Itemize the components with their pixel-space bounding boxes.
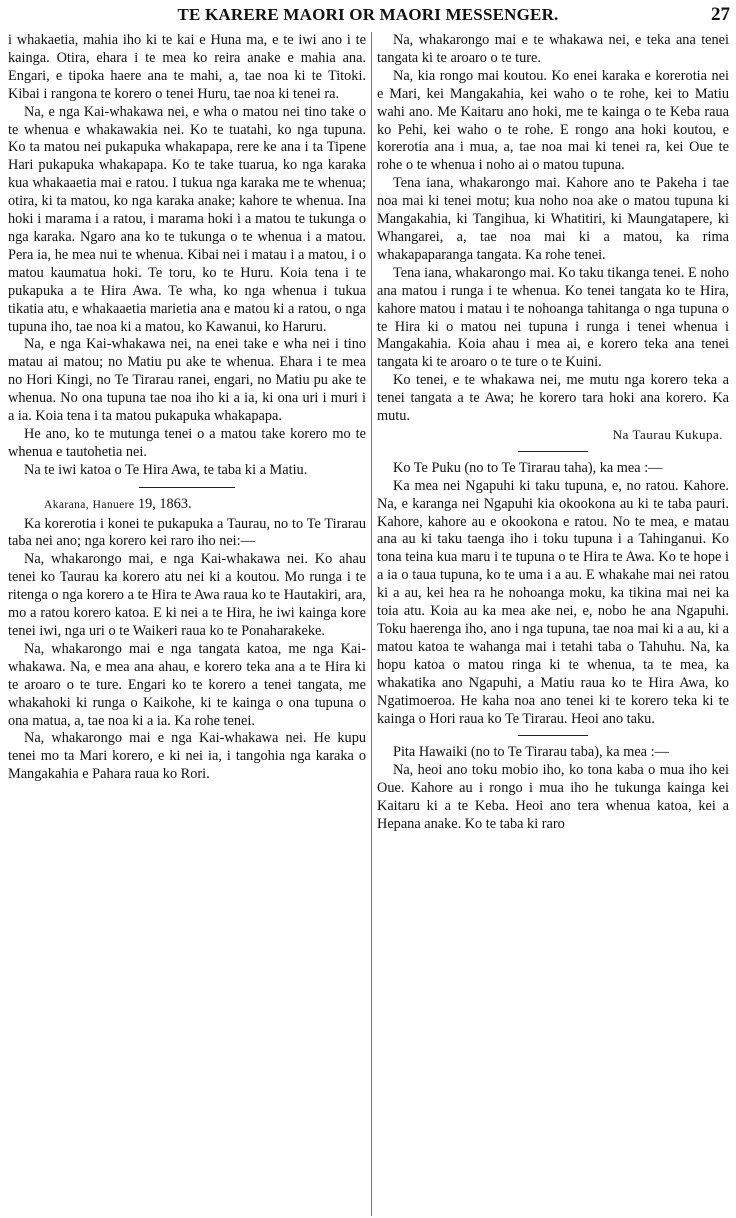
paragraph: Na, heoi ano toku mobio iho, ko tona kaba o mua iho kei Oue. Kahore au i rongo i mua iho he tukunga kainga kei Kaitaru ki a te Keba. Heoi ano tera whenua katoa, kei a Hepana anake. Ko te taba ki raro <box>377 762 729 833</box>
page-number: 27 <box>711 4 730 25</box>
section-separator <box>518 735 588 736</box>
page-header <box>0 2 736 28</box>
section-separator <box>139 487 235 488</box>
paragraph: Na, kia rongo mai koutou. Ko enei karaka e korerotia nei e Mari, kei Mangakahia, kei waho o te rohe, kei to Matiu wahi ano. Me Kaitaru ano hoki, me te kainga o te Keba raua ko Pehi, kei waho o te rohe. E rongo ana hoki koutou, e korerotia ana i mua, a, tae noa mai ki tenei ra, kei Oue te rohe o te whenua i noho ai o matou tupuna. <box>377 67 729 174</box>
paragraph: Ka mea nei Ngapuhi ki taku tupuna, e, no ratou. Kahore. Na, e karanga nei Ngapuhi kia okookona au ki te taba pauri. Kahore, kahore au e okookona e ratou. No te mea, e matau ana au ki taku taenga iho i toku tupuna i a Tahinganui. Ko tona teina kua maru i te tupuna o te Hira te Awa. Ko te hope i a ia o taua tupuna, ko te uma i a au. E whakahe mai nei ratou ki a au, kei hea ra he nohoanga moku, ka tikina mai nei ka toia atu. Koia au ka mea ake nei, e, nobo he ana Ngapuhi. Toku haerenga iho, ano i nga tupuna, tae noa mai ki a au, ki a matou katoa te wahanga mai i tetahi taba o Tahuhu. Na, ka hopu katoa o matou ringa ki te whenua, ta te mea, ka whakatika ano Ngapuhi, a Matiu raua ko te Hira Awa, ko Ngatimoeroa. He kaha noa ano tenei ki te korero teka ki te kainga o Hori raua ko Te Tirarau. Heoi ano taku. <box>377 477 729 727</box>
paragraph: Tena iana, whakarongo mai. Ko taku tikanga tenei. E noho ana matou i runga i te whenua. Ko tenei tangata ko te Hira, kahore matou i matau i te nohoanga tahitanga o nga tupuna o te Hira ki o matou nei tupuna i runga i tenei whenua i Mangakahia. Koia ahau i mea ai, e korero teka ana tenei tangata ki te aroaro o te ture o te Kuini. <box>377 264 729 371</box>
paragraph: Na, e nga Kai-whakawa nei, e wha o matou nei tino take o te whenua e whakawakia nei. Ko te tuatahi, ko nga tupuna. Ko ta matou nei pukapuka whakapapa, rere ke ana i ta Tipene Hari pukapuka whakapapa. Ko te take tuarua, ko nga karaka kua whakaaetia mai e ratou. I tukua nga karaka me te whenua; otira, ki ta matou, ko nga karaka anake; kahore te whenua. Ina hoki i marama i a ratou, i marama hoki i a matou te tukunga o nga karaka. Ngaro ana ko te tukunga o te whenua i a matou. Pera ia, he mea nui te whenua. Kibai nei i matau i a matou, i o matou kaumatua hoki. Te toru, ko te Huru. Koia tena i te pukapuka a te Hira Awa. Te wha, ko nga whenua i tukua tikatia atu, e whakaaetia marietia ana e matou ki a ratou, o nga tupuna iho, tae noa ki a matou, ko Kawanui, ko Haruru. <box>8 103 366 335</box>
paragraph: Na, whakarongo mai, e nga Kai-whakawa nei. Ko ahau tenei ko Taurau ka korero atu nei ki a koutou. Mo runga i te ritenga o nga korero a te Hira te Awa raua ko te Hautakiri, ara, mo a ratou korero katoa. E ki nei a te Hira, he iwi kainga kore tenei iwi, nga uri o te Waikeri raua ko te Ponaharakeke. <box>8 551 366 639</box>
paragraph: Na, whakarongo mai e te whakawa nei, e teka ana tenei tangata ki te aroaro o te ture. <box>377 32 729 66</box>
paragraph: Pita Hawaiki (no to Te Tirarau taba), ka mea :— <box>393 744 669 761</box>
paragraph: Na, whakarongo mai e nga tangata katoa, me nga Kai-whakawa. Na, e mea ana ahau, e korero teka ana a te Hira ki te aroaro o te ture. Engari ko te korero a tenei tangata, me whakahoki ki runga o Kaikohe, ki te kainga o ona tupuna o ona matua, a, tae noa ki a ia. Ka rohe tenei. <box>8 640 366 729</box>
paragraph: Ka korerotia i konei te pukapuka a Taurau, no to Te Tirarau taba nei ano; nga korero kei raro iho nei:— <box>8 515 366 550</box>
paragraph: Na, e nga Kai-whakawa nei, na enei take e wha nei i tino matau ai matou; no Matiu pu ake te whenua. Ehara i te mea no Hori Kingi, no Te Tirarau ranei, engari, no Matiu pu ake te whenua. No ona tupuna tae noa iho ki a ia, ki ona uri i muri i a ia. Koia tena i ta matou pukapuka whakapapa. <box>8 336 366 425</box>
left-column <box>8 32 366 784</box>
dateline-month: Hanuere <box>92 498 135 511</box>
dateline-rest: 19, 1863. <box>137 495 192 512</box>
paragraph: Na, whakarongo mai e nga Kai-whakawa nei. He kupu tenei mo ta Mari korero, e ki nei ia, i tangohia nga karaka o Mangakahia e Pahara raua ko Rori. <box>8 730 366 783</box>
paragraph: i whakaetia, mahia iho ki te kai e Huna ma, e te iwi ano i te kainga. Otira, ehara i te mea ko reira anake e mahia ana. Engari, e tipoka haere ana te mahi, a, tae noa ki te Titoki. Kibai i rangona te korero o tenei Huru, tae noa ki tenei ra. <box>8 32 366 102</box>
paragraph: Ko Te Puku (no to Te Tirarau taha), ka mea :— <box>393 459 663 476</box>
paragraph: Tena iana, whakarongo mai. Kahore ano te Pakeha i tae noa mai ki tenei motu; kua noho noa ake o matou tupuna ki Mangakahia, ki Tangihua, ki Whatitiri, ki Maungatapere, ki Whangarei, a, tae noa mai ki a matou, ka rima whakapaparanga tangata. Ka rohe tenei. <box>377 175 729 263</box>
dateline <box>8 496 366 515</box>
dateline-place: Akarana, <box>44 498 90 511</box>
newspaper-title: TE KARERE MAORI OR MAORI MESSENGER. <box>177 5 559 24</box>
paragraph: He ano, ko te mutunga tenei o a matou take korero mo te whenua e tautohetia nei. <box>8 425 366 460</box>
section-separator <box>518 451 588 452</box>
right-column <box>377 32 729 834</box>
column-divider <box>371 32 372 1216</box>
paragraph: Na te iwi katoa o Te Hira Awa, te taba ki a Matiu. <box>24 461 308 478</box>
signature: Na Taurau Kukupa. <box>612 426 723 442</box>
paragraph: Ko tenei, e te whakawa nei, me mutu nga korero teka a tenei tangata a te Awa; he korero tara hoki ana korero. Ka mutu. <box>377 372 729 425</box>
